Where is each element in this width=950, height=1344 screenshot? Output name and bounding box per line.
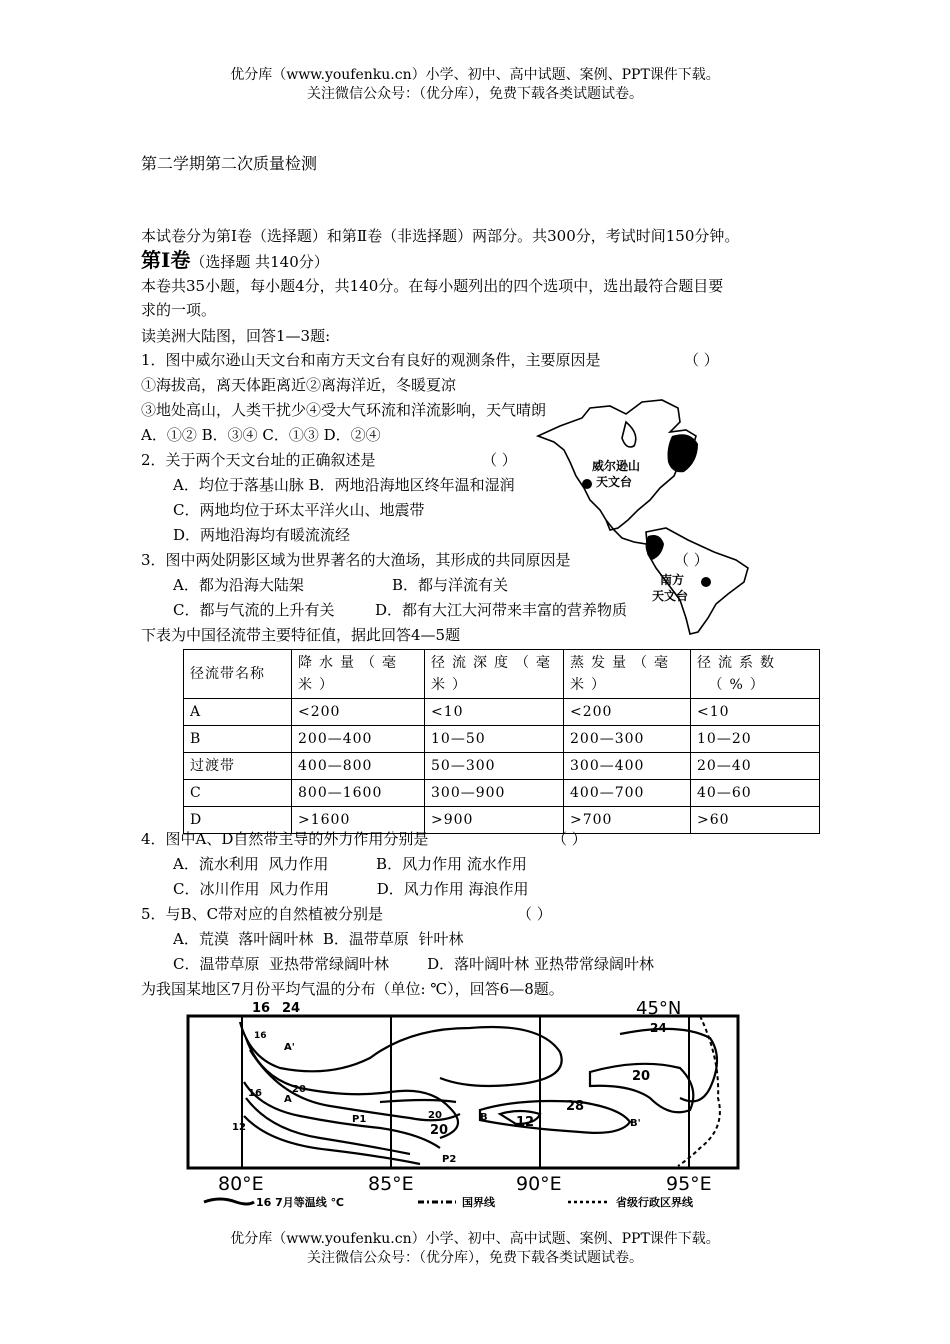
contour-label: 20: [430, 1123, 449, 1138]
table-cell: >700: [564, 807, 691, 834]
header-cell: 降水量（毫 米）: [292, 650, 425, 699]
table-cell: 800—1600: [292, 780, 425, 807]
lat-label: 45°N: [636, 998, 682, 1019]
q2-option-c: C．两地均位于环太平洋火山、地震带: [173, 501, 425, 519]
q1-options-line-2: ③地处高山，人类干扰少④受大气环流和洋流影响，天气晴朗: [141, 401, 547, 419]
table-cell: 40—60: [691, 780, 820, 807]
top-label-24: 24: [282, 1001, 301, 1016]
q4-blank: （ ）: [552, 830, 587, 848]
lon-label-95e: 95°E: [666, 1173, 712, 1195]
header-cell: 蒸发量（毫 米）: [564, 650, 691, 699]
table-row: [184, 780, 820, 807]
q1-options-line-1: ①海拔高，离天体距离近②离海洋近，冬暖夏凉: [141, 376, 457, 394]
q3-option-c: C．都与气流的上升有关: [173, 601, 335, 619]
table-cell: B: [184, 726, 292, 753]
table-cell: D: [184, 807, 292, 834]
point-label-b-prime: B': [630, 1118, 641, 1129]
table-cell: >1600: [292, 807, 425, 834]
contour-label: 12: [516, 1115, 535, 1130]
fishery-north-shade: [668, 434, 699, 472]
table-cell: <200: [292, 699, 425, 726]
table-cell: 20—40: [691, 753, 820, 780]
q3-option-b: B．都与洋流有关: [392, 576, 509, 594]
wilson-label-2: 天文台: [596, 475, 633, 489]
isotherms: [240, 1022, 717, 1164]
legend-isotherm: 16 7月等温线 ℃: [256, 1196, 344, 1209]
point-label-a-prime: A': [284, 1042, 295, 1053]
table-cell: <10: [425, 699, 564, 726]
contour-label: 20: [292, 1084, 306, 1095]
legend-province: 省级行政区界线: [616, 1196, 693, 1209]
header-cell: 径流系数 （%）: [691, 650, 820, 699]
table-cell: 200—300: [564, 726, 691, 753]
section-title-main: 第Ⅰ卷: [141, 248, 191, 272]
q3-stem: 3．图中两处阴影区域为世界著名的大渔场，其形成的共同原因是: [141, 551, 571, 569]
header-line-1: 优分库（www.youfenku.cn）小学、初中、高中试题、案例、PPT课件下载。: [230, 67, 720, 83]
instructions-line-1: 本卷共35小题，每小题4分，共140分。在每小题列出的四个选项中，选出最符合题目要: [141, 277, 724, 295]
legend-border: 国界线: [462, 1196, 495, 1209]
table-cell: 300—400: [564, 753, 691, 780]
table-cell: 过渡带: [184, 753, 292, 780]
isotherm-map: [180, 998, 745, 1216]
instructions-line-2: 求的一项。: [141, 301, 217, 319]
group3-prompt: 为我国某地区7月份平均气温的分布（单位: ℃），回答6—8题。: [141, 980, 564, 998]
q1-stem: 1．图中威尔逊山天文台和南方天文台有良好的观测条件，主要原因是: [141, 351, 601, 369]
table-cell: >900: [425, 807, 564, 834]
q1-answers: A．①② B．③④ C．①③ D．②④: [141, 426, 381, 444]
contour-label: 24: [650, 1021, 667, 1035]
table-cell: C: [184, 780, 292, 807]
table-cell: 10—20: [691, 726, 820, 753]
table-cell: <200: [564, 699, 691, 726]
q1-blank: （ ）: [684, 351, 719, 369]
group1-prompt: 读美洲大陆图，回答1—3题:: [141, 327, 331, 345]
table-row: [184, 699, 820, 726]
header-cell: 径流带名称: [184, 650, 292, 699]
point-label-a: A: [284, 1094, 292, 1105]
header-cell: 径流深度（毫 米）: [425, 650, 564, 699]
q2-stem: 2．关于两个天文台址的正确叙述是: [141, 451, 376, 469]
table-cell: <10: [691, 699, 820, 726]
contour-label: 20: [632, 1069, 651, 1084]
contour-label: 20: [428, 1110, 442, 1121]
wilson-observatory-dot: [582, 479, 592, 489]
q5-blank: （ ）: [517, 905, 552, 923]
runoff-table: [183, 649, 820, 834]
southern-label-2: 天文台: [652, 589, 689, 603]
table-row: [184, 726, 820, 753]
footer-line-1: 优分库（www.youfenku.cn）小学、初中、高中试题、案例、PPT课件下载。: [230, 1231, 720, 1247]
q3-option-a: A．都为沿海大陆架: [173, 576, 304, 594]
point-label-b: B: [480, 1112, 488, 1123]
point-label-p2: P2: [442, 1154, 457, 1165]
central-america-outline: [606, 520, 652, 550]
legend-isotherm-symbol: [204, 1199, 254, 1204]
q4-options-ab: A．流水利用 风力作用 B．风力作用 流水作用: [173, 855, 527, 873]
q5-stem: 5．与B、C带对应的自然植被分别是: [141, 905, 384, 923]
lon-label-80e: 80°E: [218, 1173, 264, 1195]
q2-blank: （ ）: [482, 451, 517, 469]
table-cell: A: [184, 699, 292, 726]
table-row: [184, 753, 820, 780]
table-cell: 200—400: [292, 726, 425, 753]
wilson-label-1: 威尔逊山: [592, 459, 641, 473]
contour-label: 28: [566, 1099, 585, 1114]
map-frame: [188, 1016, 738, 1168]
contour-label: 12: [232, 1122, 246, 1133]
lon-label-85e: 85°E: [368, 1173, 414, 1195]
southern-observatory-dot: [701, 577, 711, 587]
hudson-bay-outline: [622, 422, 636, 447]
america-map: [530, 392, 790, 637]
q2-option-d: D．两地沿海均有暖流流经: [173, 526, 351, 544]
border-line: [678, 1016, 720, 1166]
q4-stem: 4．图中A、D自然带主导的外力作用分别是: [141, 830, 429, 848]
q4-options-cd: C．冰川作用 风力作用 D．风力作用 海浪作用: [173, 880, 529, 898]
contour-label: 16: [254, 1031, 267, 1041]
contour-label: 16: [248, 1088, 262, 1099]
table-header-row: [184, 650, 820, 699]
section-title: [141, 250, 329, 272]
top-label-16: 16: [252, 1001, 271, 1016]
table-cell: >60: [691, 807, 820, 834]
group2-prompt: 下表为中国径流带主要特征值，据此回答4—5题: [141, 626, 461, 644]
table-cell: 400—800: [292, 753, 425, 780]
southern-label-1: 南方: [660, 573, 685, 587]
section-subtitle: （选择题 共140分）: [190, 253, 329, 271]
intro-text: 本试卷分为第Ⅰ卷（选择题）和第Ⅱ卷（非选择题）两部分。共300分，考试时间150分钟。: [141, 227, 740, 245]
q5-options-cd: C．温带草原 亚热带常绿阔叶林 D．落叶阔叶林 亚热带常绿阔叶林: [173, 955, 654, 973]
document-title: 第二学期第二次质量检测: [141, 154, 318, 173]
header-line-2: 关注微信公众号：（优分库），免费下载各类试题试卷。: [307, 86, 643, 102]
q3-option-d: D．都有大江大河带来丰富的营养物质: [375, 601, 628, 619]
q5-options-ab: A．荒漠 落叶阔叶林 B．温带草原 针叶林: [173, 930, 464, 948]
footer-line-2: 关注微信公众号：（优分库），免费下载各类试题试卷。: [307, 1250, 643, 1266]
q2-option-ab: A．均位于落基山脉 B．两地沿海地区终年温和湿润: [173, 476, 515, 494]
fishery-south-shade: [646, 535, 664, 560]
table-cell: 400—700: [564, 780, 691, 807]
point-label-p1: P1: [352, 1114, 367, 1125]
q3-blank: （ ）: [674, 551, 709, 569]
lon-label-90e: 90°E: [516, 1173, 562, 1195]
table-cell: 10—50: [425, 726, 564, 753]
table-cell: 300—900: [425, 780, 564, 807]
table-cell: 50—300: [425, 753, 564, 780]
